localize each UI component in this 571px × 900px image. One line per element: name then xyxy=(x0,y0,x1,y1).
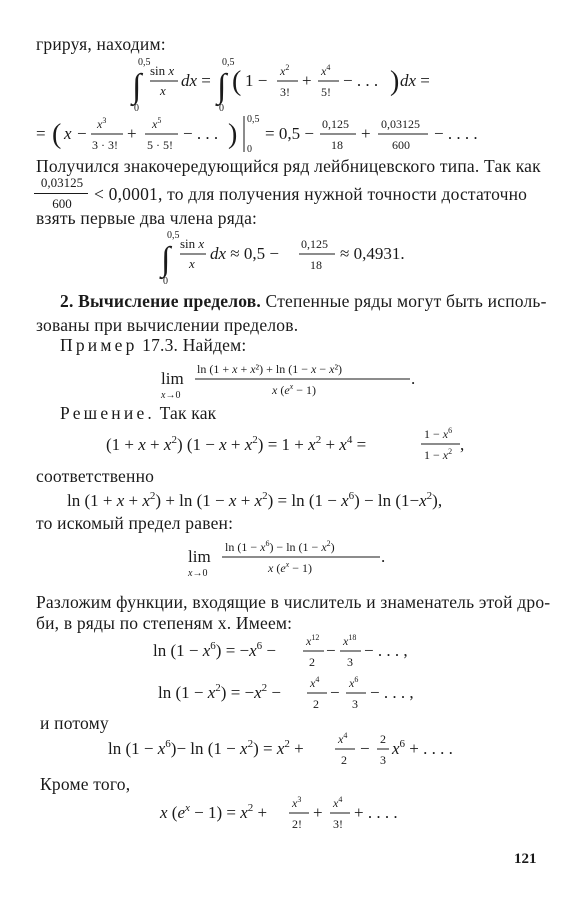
svg-text:− . . . ,: − . . . , xyxy=(364,641,408,660)
svg-text:x: x xyxy=(160,83,166,98)
svg-text:dx =: dx = xyxy=(400,71,430,90)
svg-text:3 · 3!: 3 · 3! xyxy=(92,138,118,152)
svg-text:x4: $x^4$ xyxy=(321,63,331,78)
svg-text:(: ( xyxy=(52,119,62,150)
svg-text:x5: $x^5$ xyxy=(152,116,162,131)
svg-text:− . . . ,: − . . . , xyxy=(370,683,414,702)
fraction-denominator: 600 xyxy=(52,196,72,211)
example-label: Пример xyxy=(60,335,138,355)
svg-text:x→0: x→0 xyxy=(188,568,208,579)
svg-text:18: 18 xyxy=(331,138,343,152)
svg-text:3: 3 xyxy=(352,697,358,711)
svg-text:ln (1 + x + x²) + ln (1 − x −: ln (1 + x + x²) + ln (1 − x − x²) xyxy=(197,362,343,376)
svg-text:2!: 2! xyxy=(292,817,302,831)
svg-text:+: + xyxy=(313,803,323,822)
svg-text:+: + xyxy=(361,124,371,143)
svg-text:∫: ∫ xyxy=(132,68,142,105)
section-heading-line xyxy=(60,293,547,311)
svg-text:∫: ∫ xyxy=(217,68,227,105)
svg-text:≈ 0,4931.: ≈ 0,4931. xyxy=(340,244,405,263)
svg-text:0,5: 0,5 xyxy=(138,57,151,68)
fraction-numerator: 0,03125 xyxy=(40,175,84,190)
svg-text:− . . . .: − . . . . xyxy=(434,124,478,143)
svg-text:+: + xyxy=(127,124,137,143)
svg-text:5!: 5! xyxy=(321,85,331,99)
svg-text:(1 + x + x2) (1 − x + x2) = 1: $(1 + x + x^2)$ $(1 - x + x^2) = 1 + x^2 + x^4$ = xyxy=(106,434,367,454)
svg-text:1 −: 1 − xyxy=(245,71,268,90)
svg-text:+ . . . .: + . . . . xyxy=(354,803,398,822)
svg-text:2: 2 xyxy=(380,732,386,746)
svg-text:dx ≈ 0,5 −: dx ≈ 0,5 − xyxy=(210,244,279,263)
svg-text:−: − xyxy=(326,641,336,660)
formula-limit-2 xyxy=(0,538,571,583)
inline-fraction xyxy=(32,176,92,212)
svg-text:x4: $x^4$ xyxy=(338,731,348,746)
svg-text:+: + xyxy=(302,71,312,90)
svg-text:− . . .: − . . . xyxy=(183,124,219,143)
svg-text:x6 + . . . .: $x^6$ + . . . . xyxy=(392,738,453,758)
svg-text:ln (1 − x2) = −x2 −: $\ln (1 - x^2) = -x^2$ − xyxy=(158,682,282,702)
formula-denominator-series xyxy=(0,794,571,836)
svg-text:0: 0 xyxy=(247,144,252,155)
svg-text:x12: $x^{12}$ xyxy=(306,633,320,648)
text-line: то искомый предел равен: xyxy=(36,513,234,533)
svg-text:0,03125: 0,03125 xyxy=(381,117,420,131)
svg-text:x→0: x→0 xyxy=(161,390,181,401)
svg-text:x: x xyxy=(189,256,195,271)
svg-text:5 · 5!: 5 · 5! xyxy=(147,138,173,152)
svg-text:lim: lim xyxy=(161,369,184,388)
text-line: Степенные ряды могут быть исполь- xyxy=(260,291,547,311)
text-line: < 0,0001, то для получения нужной точности достаточно xyxy=(94,184,528,204)
svg-text:): ) xyxy=(390,66,400,97)
svg-text:2: 2 xyxy=(313,697,319,711)
svg-text:0: 0 xyxy=(163,276,168,287)
section-heading: 2. Вычисление пределов. xyxy=(60,291,261,311)
svg-text:− . . .: − . . . xyxy=(343,71,379,90)
svg-text:3: 3 xyxy=(380,753,386,767)
svg-text:1 − x6: $1 - x^6$ xyxy=(424,426,453,441)
svg-text:x: x xyxy=(64,124,72,143)
svg-text:1 − x2: $1 - x^2$ xyxy=(424,447,453,462)
svg-text:3: 3 xyxy=(347,655,353,669)
svg-text:600: 600 xyxy=(392,138,410,152)
fraction-bar xyxy=(34,193,88,194)
svg-text:ln (1 − x6) = −x6 −: $\ln (1 - x^6) = -x^6$ − xyxy=(153,640,277,660)
text-line: соответственно xyxy=(36,466,155,486)
svg-text:0,5: 0,5 xyxy=(222,57,235,68)
text-line: взять первые два члена ряда: xyxy=(36,208,258,228)
svg-text:0,5: 0,5 xyxy=(167,230,180,241)
svg-text:x (ex − 1): x $(e^x - 1)$ xyxy=(272,382,316,397)
text-line: Разложим функции, входящие в числитель и знаменатель этой дро- xyxy=(36,592,551,612)
svg-text:0,125: 0,125 xyxy=(301,237,328,251)
text-line: 17.3. Найдем: xyxy=(142,335,247,355)
svg-text:∫: ∫ xyxy=(161,241,171,278)
svg-text:2: 2 xyxy=(309,655,315,669)
formula-log-identity xyxy=(0,486,571,516)
svg-text:x18: $x^{18}$ xyxy=(343,633,357,648)
solution-label: Решение. xyxy=(60,403,155,423)
svg-text:−: − xyxy=(77,124,87,143)
svg-text:): ) xyxy=(228,119,238,150)
svg-text:ln (1 + x + x2) + ln (1 − x +: $\ln (1 + x + x^2) + \ln (1 - x + x^2) = \ln (1 - x^6) - \ln (1-x^2)$, xyxy=(67,490,443,510)
svg-text:0: 0 xyxy=(219,103,224,114)
text-line: зованы при вычислении пределов. xyxy=(36,315,299,335)
page-number: 121 xyxy=(514,851,537,867)
svg-text:= 0,5 −: = 0,5 − xyxy=(265,124,314,143)
svg-text:x3: $x^3$ xyxy=(97,116,107,131)
formula-series-ln-2 xyxy=(0,676,571,718)
svg-text:x2: $x^2$ xyxy=(280,63,290,78)
text-line: Так как xyxy=(159,403,217,423)
solution-line xyxy=(60,405,216,423)
svg-text:x4: $x^4$ xyxy=(333,795,343,810)
svg-text:,: , xyxy=(460,435,465,454)
svg-text:3!: 3! xyxy=(280,85,290,99)
svg-text:x4: $x^4$ xyxy=(310,675,320,690)
formula-limit-1 xyxy=(0,360,571,405)
svg-text:0,125: 0,125 xyxy=(322,117,349,131)
svg-text:ln (1 − x6)− ln (1 − x2) = x2: $\ln (1 - x^6)- \ln (1 - x^2) = x^2$ + xyxy=(108,738,304,758)
formula-integral-series xyxy=(0,55,571,115)
svg-text:.: . xyxy=(411,369,416,388)
svg-text:18: 18 xyxy=(310,258,322,272)
svg-text:(: ( xyxy=(232,66,242,97)
svg-text:0: 0 xyxy=(134,103,139,114)
formula-series-evaluation xyxy=(0,112,571,157)
formula-approximation xyxy=(0,228,571,288)
svg-text:−: − xyxy=(330,683,340,702)
text-line: и потому xyxy=(40,713,109,733)
svg-text:x6: $x^6$ xyxy=(349,675,359,690)
svg-text:−: − xyxy=(360,739,370,758)
svg-text:3!: 3! xyxy=(333,817,343,831)
svg-text:x (ex − 1): x $(e^x - 1)$ xyxy=(268,560,312,575)
svg-text:=: = xyxy=(36,124,46,143)
svg-text:dx =: dx = xyxy=(181,71,211,90)
text-line: грируя, находим: xyxy=(36,34,166,54)
text-line: би, в ряды по степеням x. Имеем: xyxy=(36,613,293,633)
svg-text:x (ex − 1) = x2 +: x $(e^x - 1) = x^2$ + xyxy=(160,802,268,822)
formula-difference-series xyxy=(0,732,571,774)
svg-text:.: . xyxy=(381,547,386,566)
svg-text:lim: lim xyxy=(188,547,211,566)
svg-text:0,5: 0,5 xyxy=(247,114,260,125)
text-line: Кроме того, xyxy=(40,774,131,794)
svg-text:sin x: sin x xyxy=(150,63,175,78)
svg-text:x3: $x^3$ xyxy=(292,795,302,810)
formula-series-ln-1 xyxy=(0,634,571,676)
svg-text:ln (1 − x6) − ln (1 − x2): $\ln (1 - x^6) - \ln (1 - x^2)$ xyxy=(225,539,335,554)
example-line xyxy=(60,337,246,355)
formula-product-identity xyxy=(0,424,571,469)
text-line: Получился знакочередующийся ряд лейбницевского типа. Так как xyxy=(36,156,541,176)
svg-text:2: 2 xyxy=(341,753,347,767)
svg-text:sin x: sin x xyxy=(180,236,205,251)
